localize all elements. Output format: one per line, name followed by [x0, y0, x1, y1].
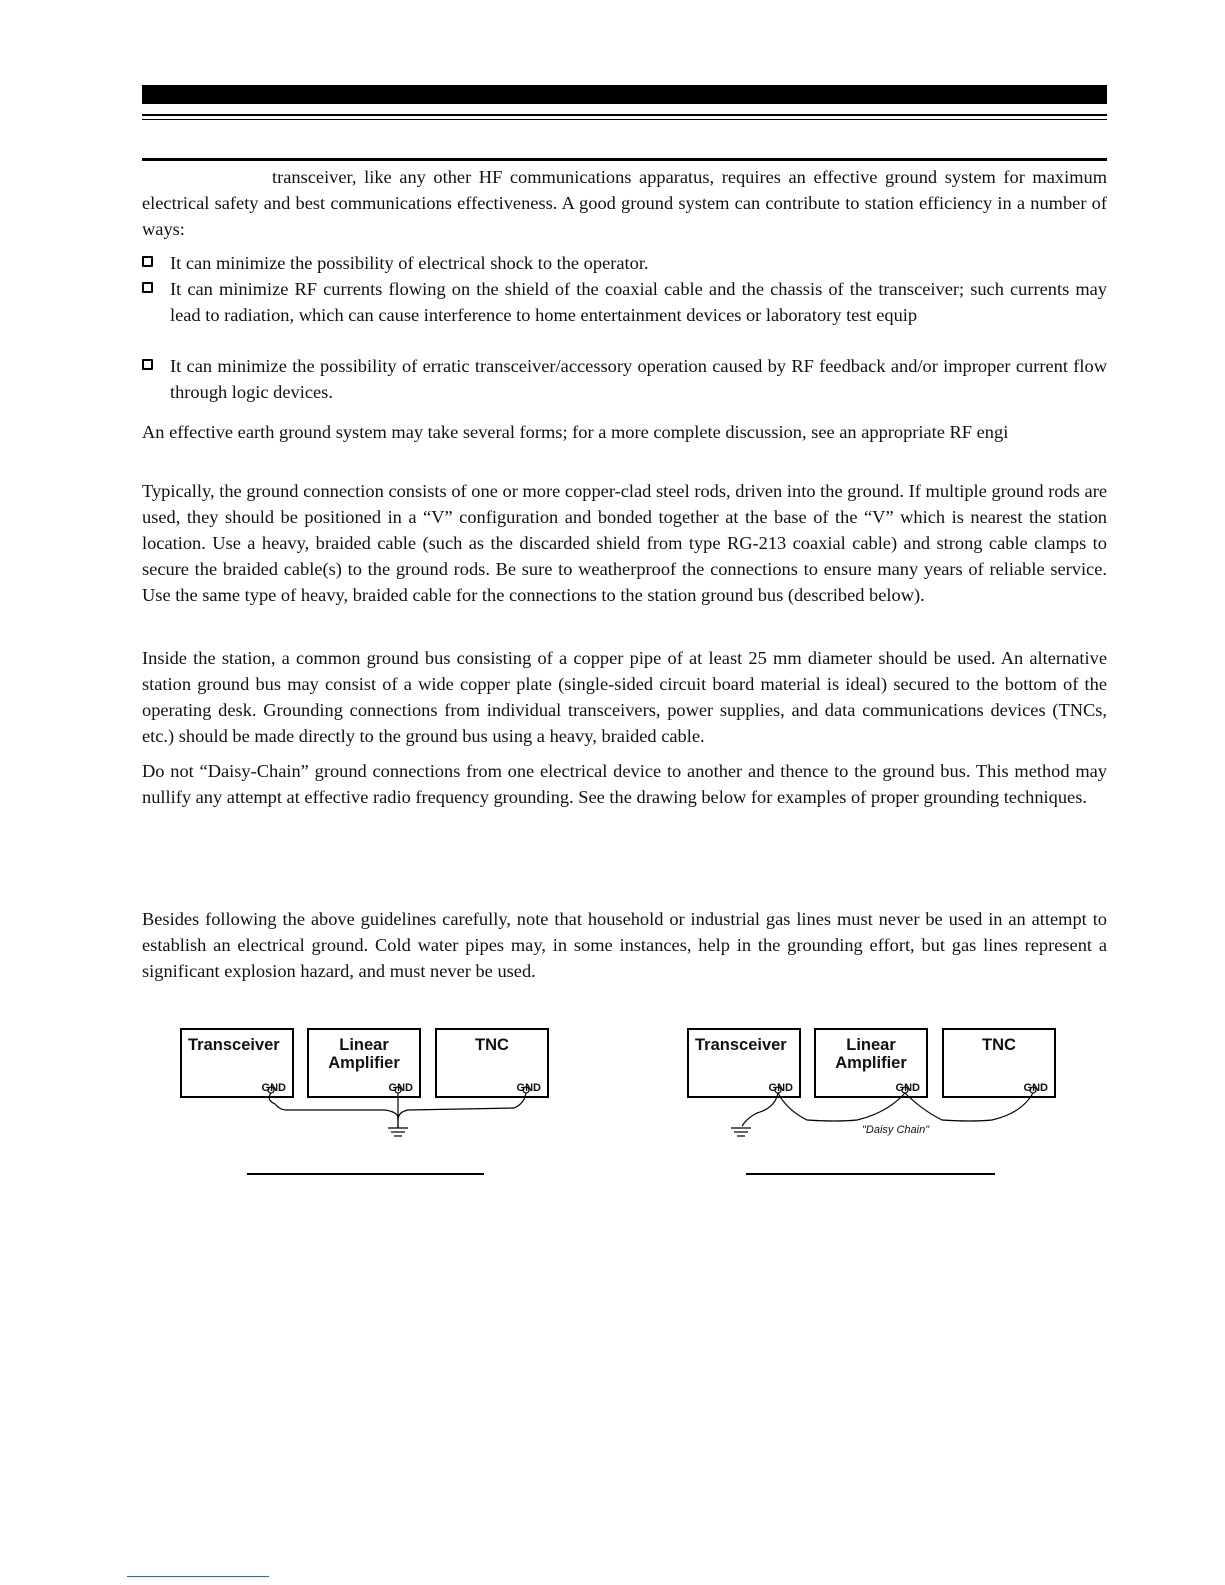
gnd-label: GND: [895, 1082, 920, 1094]
intro-paragraph: transceiver, like any other HF communications apparatus, requires an effective ground system for maximum electrical safety and best communications effectiveness. A good ground system can contribute to station efficiency in a number of ways:: [142, 167, 1107, 239]
header-rule: [142, 114, 1107, 116]
bullet-item: [142, 250, 1107, 276]
tnc-label: TNC: [475, 1036, 509, 1054]
checkbox-bullet-icon: [142, 256, 153, 267]
linear-label: Linear: [846, 1036, 896, 1054]
terminal-icon: [523, 1087, 529, 1093]
section-rule: [142, 158, 1107, 161]
transceiver-label: Transceiver: [188, 1036, 280, 1054]
ground-bus-paragraph: Inside the station, a common ground bus consisting of a copper pipe of at least 25 mm diameter should be used. An alternative station ground bus may consist of a wide copper plate (single-sided circuit board material is ideal) secured to the bottom of the operating desk. Grounding connections from individual transceivers, power supplies, and data communications devices (TNCs, etc.) should be made directly to the ground bus using a heavy, braided cable.: [142, 648, 1107, 746]
linear-label: Linear: [339, 1036, 389, 1054]
proper-grounding-diagram: [180, 1028, 555, 1178]
wire: [398, 1093, 526, 1120]
terminal-icon: [395, 1087, 401, 1093]
gnd-label: GND: [516, 1082, 541, 1094]
gnd-label: GND: [768, 1082, 793, 1094]
gnd-label: GND: [388, 1082, 413, 1094]
caption-rule: [746, 1173, 995, 1175]
daisy-chain-label: "Daisy Chain": [862, 1124, 930, 1136]
bullet-item: [142, 276, 1107, 328]
tnc-label: TNC: [982, 1036, 1016, 1054]
wire: [905, 1093, 1033, 1121]
header-rule-thin: [142, 119, 1107, 120]
terminal-icon: [1030, 1087, 1036, 1093]
daisy-chain-paragraph: Do not “Daisy-Chain” ground connections from one electrical device to another and thence to the ground bus. This method may nullify any attempt at effective radio frequency grounding. See the drawing below for examples of proper grounding techniques.: [142, 761, 1107, 807]
bullet-item: [142, 353, 1107, 405]
bullet-text: It can minimize the possibility of erratic transceiver/accessory operation caused by RF feedback and/or improper current flow through logic devices.: [170, 356, 1107, 402]
terminal-icon: [902, 1087, 908, 1093]
gas-lines-paragraph: Besides following the above guidelines carefully, note that household or industrial gas lines must never be used in an attempt to establish an electrical ground. Cold water pipes may, in some instances, help in the grounding effort, but gas lines represent a significant explosion hazard, and must never be used.: [142, 909, 1107, 981]
gnd-label: GND: [1023, 1082, 1048, 1094]
checkbox-bullet-icon: [142, 359, 153, 370]
proper-wiring-svg: [180, 1028, 555, 1178]
terminal-icon: [775, 1087, 781, 1093]
amplifier-label: Amplifier: [835, 1054, 907, 1072]
transceiver-label: Transceiver: [695, 1036, 787, 1054]
header-bar: [142, 85, 1107, 104]
wire: [742, 1093, 778, 1126]
wire: [269, 1093, 398, 1128]
daisy-wiring-svg: [687, 1028, 1062, 1178]
footer-rule: [127, 1576, 269, 1577]
gnd-label: GND: [261, 1082, 286, 1094]
bullet-text: It can minimize RF currents flowing on the shield of the coaxial cable and the chassis of the transceiver; such currents may lead to radiation, which can cause interference to home entertainment devices or laboratory test equip: [170, 279, 1107, 325]
ground-rods-paragraph: Typically, the ground connection consists of one or more copper-clad steel rods, driven into the ground. If multiple ground rods are used, they should be positioned in a “V” configuration and bonded together at the base of the “V” which is nearest the station location. Use a heavy, braided cable (such as the discarded shield from type RG-213 coaxial cable) and strong cable clamps to secure the braided cable(s) to the ground rods. Be sure to weatherproof the connections to ensure many years of reliable service. Use the same type of heavy, braided cable for the connections to the station ground bus (described below).: [142, 481, 1107, 605]
daisy-chain-diagram: [687, 1028, 1062, 1178]
checkbox-bullet-icon: [142, 282, 153, 293]
earth-ground-paragraph: An effective earth ground system may take several forms; for a more complete discussion, see an appropriate RF engi: [142, 422, 1009, 442]
amplifier-label: Amplifier: [328, 1054, 400, 1072]
wire: [778, 1093, 905, 1121]
caption-rule: [247, 1173, 484, 1175]
terminal-icon: [268, 1087, 274, 1093]
bullet-text: It can minimize the possibility of electrical shock to the operator.: [170, 253, 649, 273]
